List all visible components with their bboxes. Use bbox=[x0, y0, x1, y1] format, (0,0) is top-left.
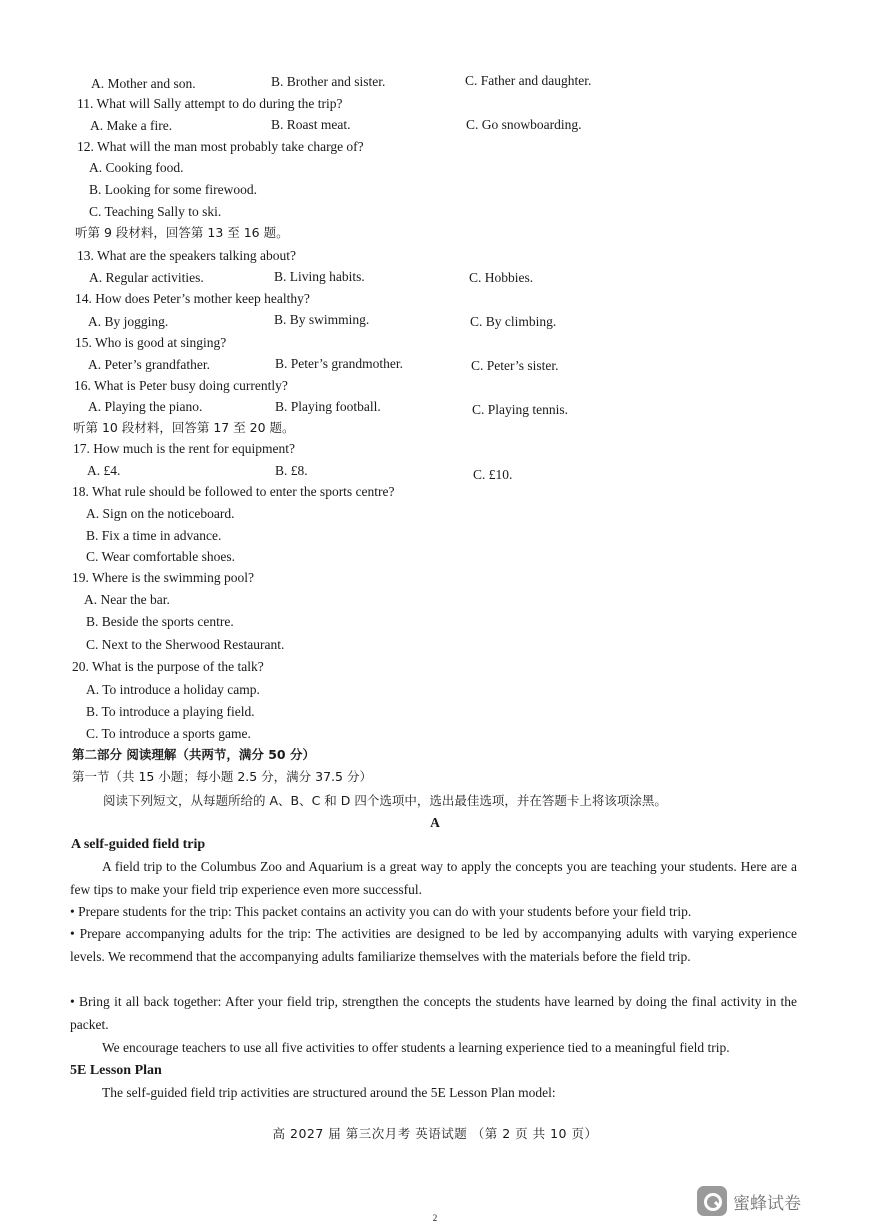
q14-stem: 14. How does Peter’s mother keep healthy? bbox=[75, 291, 310, 306]
q14-option-b: B. By swimming. bbox=[274, 312, 370, 327]
tip-bring-together: • Bring it all back together: After your field trip, strengthen the concepts the students have learned by doing the final activity in the packet. bbox=[70, 994, 797, 1032]
q12-stem: 12. What will the man most probably take charge of? bbox=[77, 139, 364, 154]
q10-option-c: C. Father and daughter. bbox=[465, 73, 592, 88]
q14-option-a: A. By jogging. bbox=[88, 314, 169, 329]
page-footer: 高 2027 届 第三次月考 英语试题 （第 2 页 共 10 页） bbox=[272, 1126, 598, 1141]
q10-option-a: A. Mother and son. bbox=[91, 76, 196, 91]
passage-title: A self-guided field trip bbox=[71, 837, 206, 852]
lesson-plan-subtitle: 5E Lesson Plan bbox=[70, 1063, 162, 1078]
watermark-text: 蜜蜂试卷 bbox=[733, 1193, 801, 1214]
section-10-instruction: 听第 10 段材料，回答第 17 至 20 题。 bbox=[73, 420, 295, 435]
q11-option-c: C. Go snowboarding. bbox=[466, 117, 582, 132]
q15-option-b: B. Peter’s grandmother. bbox=[275, 356, 403, 371]
q19-option-b: B. Beside the sports centre. bbox=[86, 614, 234, 629]
q18-option-a: A. Sign on the noticeboard. bbox=[86, 506, 235, 521]
q17-stem: 17. How much is the rent for equipment? bbox=[73, 441, 295, 456]
section-1-heading: 第一节（共 15 小题；每小题 2.5 分，满分 37.5 分） bbox=[72, 769, 372, 784]
q10-option-b: B. Brother and sister. bbox=[271, 74, 386, 89]
q13-option-c: C. Hobbies. bbox=[469, 270, 534, 285]
passage-paragraph-2: We encourage teachers to use all five activities to offer students a learning experience tied to a meaningful field trip. bbox=[102, 1040, 730, 1055]
tip-prepare-adults: • Prepare accompanying adults for the trip: The activities are designed to be led by accompanying adults with varying experience levels. We recommend that the accompanying adults familiarize themselves with the materials before the field trip. bbox=[70, 926, 797, 964]
q15-option-c: C. Peter’s sister. bbox=[471, 358, 559, 373]
passage-paragraph-1: A field trip to the Columbus Zoo and Aquarium is a great way to apply the concepts you are teaching your students. Here are a few tips to make your field trip experience even more successful. bbox=[70, 859, 797, 897]
q16-stem: 16. What is Peter busy doing currently? bbox=[74, 378, 288, 393]
q18-option-c: C. Wear comfortable shoes. bbox=[86, 549, 235, 564]
q11-option-a: A. Make a fire. bbox=[90, 118, 173, 133]
page-number: 2 bbox=[432, 1213, 438, 1223]
q18-stem: 18. What rule should be followed to enter the sports centre? bbox=[72, 484, 395, 499]
q19-stem: 19. Where is the swimming pool? bbox=[72, 570, 254, 585]
q13-stem: 13. What are the speakers talking about? bbox=[77, 248, 297, 263]
passage-label: A bbox=[430, 815, 440, 830]
q19-option-a: A. Near the bar. bbox=[84, 592, 170, 607]
bee-logo-icon bbox=[697, 1186, 727, 1216]
q12-option-b: B. Looking for some firewood. bbox=[89, 182, 257, 197]
q12-option-c: C. Teaching Sally to ski. bbox=[89, 204, 222, 219]
q16-option-c: C. Playing tennis. bbox=[472, 402, 569, 417]
q16-option-b: B. Playing football. bbox=[275, 399, 381, 414]
q13-option-a: A. Regular activities. bbox=[89, 270, 204, 285]
part-2-heading: 第二部分 阅读理解（共两节，满分 50 分） bbox=[72, 747, 315, 762]
q17-option-a: A. £4. bbox=[87, 463, 121, 478]
q17-option-b: B. £8. bbox=[275, 463, 308, 478]
q18-option-b: B. Fix a time in advance. bbox=[86, 528, 222, 543]
section-9-instruction: 听第 9 段材料，回答第 13 至 16 题。 bbox=[75, 225, 289, 240]
watermark-logo bbox=[697, 1186, 801, 1216]
q14-option-c: C. By climbing. bbox=[470, 314, 557, 329]
q11-stem: 11. What will Sally attempt to do during the trip? bbox=[77, 96, 343, 111]
q20-option-c: C. To introduce a sports game. bbox=[86, 726, 251, 741]
q20-stem: 20. What is the purpose of the talk? bbox=[72, 659, 264, 674]
q12-option-a: A. Cooking food. bbox=[89, 160, 184, 175]
reading-instruction: 阅读下列短文，从每题所给的 A、B、C 和 D 四个选项中，选出最佳选项，并在答题卡上将该项涂黑。 bbox=[103, 793, 667, 808]
q20-option-b: B. To introduce a playing field. bbox=[86, 704, 255, 719]
q17-option-c: C. £10. bbox=[473, 467, 513, 482]
q16-option-a: A. Playing the piano. bbox=[88, 399, 203, 414]
tip-prepare-students: • Prepare students for the trip: This packet contains an activity you can do with your students before your field trip. bbox=[70, 904, 692, 919]
q15-stem: 15. Who is good at singing? bbox=[75, 335, 227, 350]
q15-option-a: A. Peter’s grandfather. bbox=[88, 357, 210, 372]
q20-option-a: A. To introduce a holiday camp. bbox=[86, 682, 260, 697]
q13-option-b: B. Living habits. bbox=[274, 269, 365, 284]
q11-option-b: B. Roast meat. bbox=[271, 117, 351, 132]
q19-option-c: C. Next to the Sherwood Restaurant. bbox=[86, 637, 285, 652]
passage-paragraph-3: The self-guided field trip activities are structured around the 5E Lesson Plan model: bbox=[102, 1085, 556, 1100]
